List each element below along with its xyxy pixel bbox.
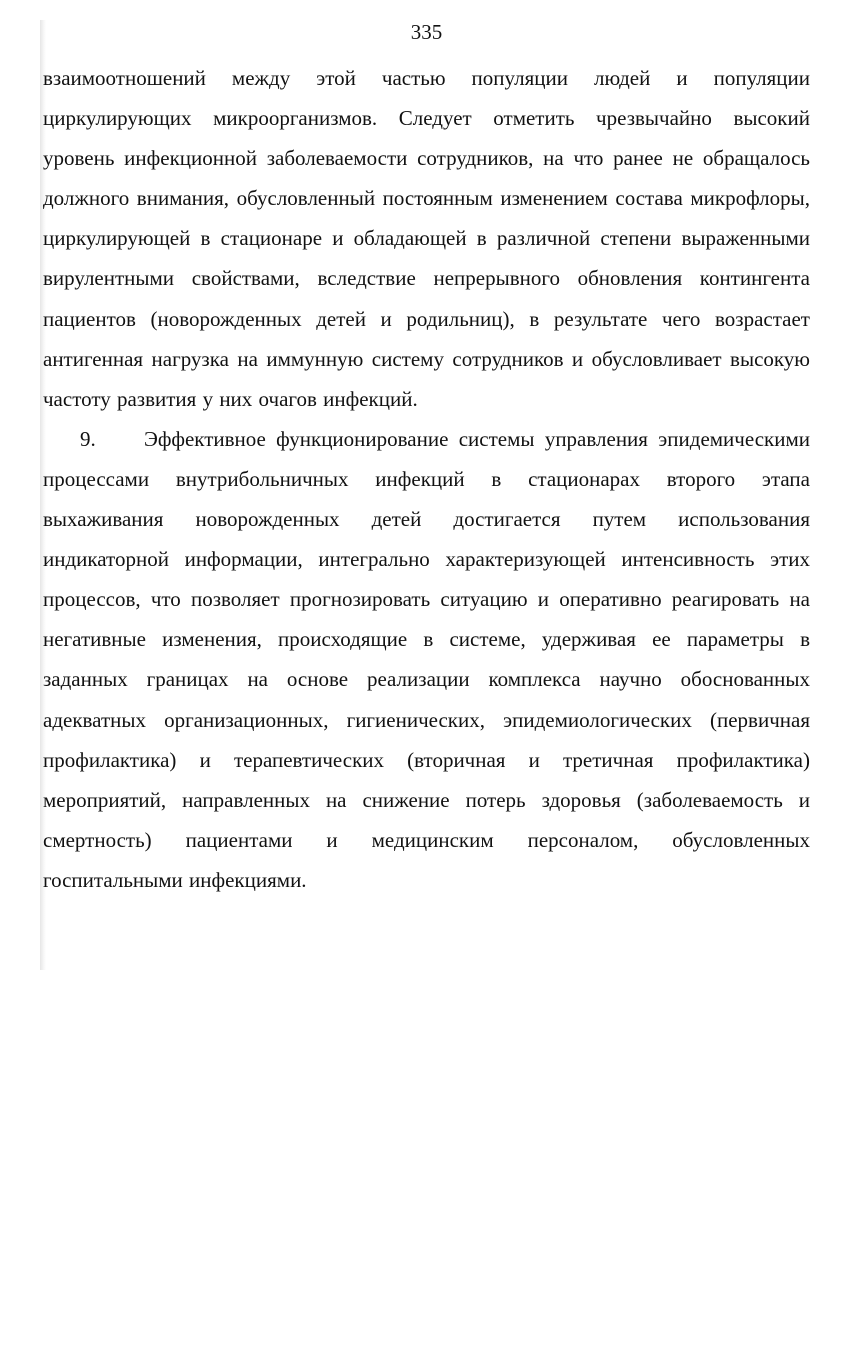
paragraph-item-9 — [43, 419, 810, 900]
paragraph-continuation: взаимоотношений между этой частью популяции людей и популяции циркулирующих микроорганизмов. Следует отметить чрезвычайно высокий уровень инфекционной заболеваемости сотрудников, на что ранее не обращалось должного внимания, обусловленный постоянным изменением состава микрофлоры, циркулирующей в стационаре и обладающей в различной степени выраженными вирулентными свойствами, вследствие непрерывного обновления контингента пациентов (новорожденных детей и родильниц), в результате чего возрастает антигенная нагрузка на иммунную систему сотрудников и обусловливает высокую частоту развития у них очагов инфекций. — [43, 66, 810, 411]
page-number: 335 — [410, 20, 443, 44]
item-number: 9. — [80, 426, 96, 451]
item-text: Эффективное функционирование системы управления эпидемическими процессами внутрибольничных инфекций в стационарах второго этапа выхаживания новорожденных детей достигается путем использования индикаторной информации, интегрально характеризующей интенсивность этих процессов, что позволяет прогнозировать ситуацию и оперативно реагировать на негативные изменения, происходящие в системе, удерживая ее параметры в заданных границах на основе реализации комплекса научно обоснованных адекватных организационных, гигиенических, эпидемиологических (первичная профилактика) и терапевтических (вторичная и третичная профилактика) мероприятий, направленных на снижение потерь здоровья (заболеваемость и смертность) пациентами и медицинским персоналом, обусловленных госпитальными инфекциями. — [43, 426, 810, 892]
page-body — [43, 58, 810, 900]
